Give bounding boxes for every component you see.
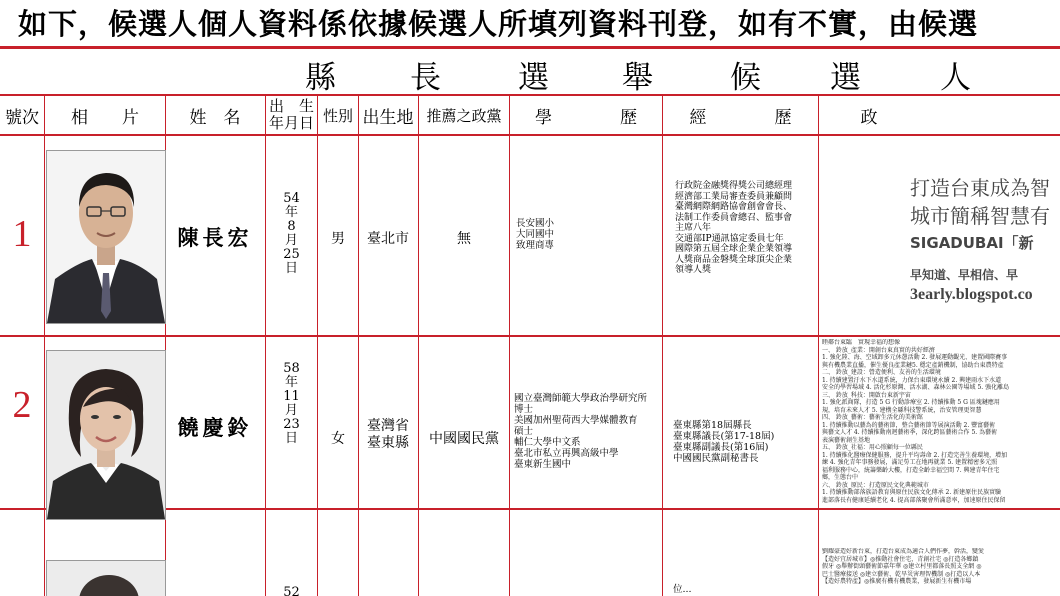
title-char: 選 [518,60,549,96]
dob-unit: 日 [284,431,298,446]
grid-line [418,96,419,596]
header-dob: 出 生 年月日 [268,97,314,132]
candidate-experience: 位... [673,584,692,595]
portrait-man-icon [47,151,165,323]
dob-year: 58 [283,361,300,376]
candidate-dob [266,192,317,276]
candidate-photo [46,150,166,324]
notice-text: 如下，候選人個人資料係依據候選人所填列資料刊登，如有不實，由候選 [18,7,979,41]
candidate-photo [46,560,166,596]
candidate-dob [266,362,317,446]
candidate-platform: 劉耀豪造好新台東，打造台東成為適合人們作夢，幹活，變愛 【造好宜居城市】◎推動社會住宅、青創社宅 ◎打造各鄉鎮 假牙 ◎舉辦街頭藝術節嘉年華 ◎建立村里都落長照支全網 ◎ 巴士醫療接送 ◎建立藝術、乾旱災害理智機制 ◎打造以人本 【造好農特產】◎推廣有機有機農業，發展新生有機市場 [822,548,985,585]
dob-unit: 月 [284,233,298,248]
header-birthplace: 出生地 [362,107,414,128]
notice-banner [0,0,1060,49]
candidate-experience: 臺東縣第18屆縣長 臺東縣議長(第17-18屆) 臺東縣副議長(第16屆) 中國國民黨副秘書長 [673,420,775,464]
dob-unit: 月 [284,403,298,418]
platform-line: 3early.blogspot.co [910,286,1033,303]
portrait-partial-icon [47,561,165,596]
header-experience: 經 歷 [689,107,792,128]
platform-line: SIGADUBAI「新 [910,234,1034,252]
header-party: 推薦之政黨 [426,106,502,125]
candidate-platform: 睦鄰台東臨 實現幸福的想像 一、 鈴放_產業：開創台東真實的共好經濟 1. 強化陸、海、空域卸多元休憩活動 2. 發展運動觀光、建置國際賽事 與有機農業直播，催生優良產業鏈5. 穩定產銷機制，協助台東農特產 二、 鈴放_建設：營造便利、友善的生活環境 1. 持續建置汙水下水道系統，力保台東環境永續 2. 興建雨水下水道 安全的學習場域 4. 活化杉原灣、活水湖、森林公園等場域 5. 強化離島 三、 鈴放_科技：開啟台東新宇宙 1. 強化派商隊，打造 5 G 行動診療室 2. 持續推動 5 G 區塊鏈應用 規，培育未來人才 5. 建構全縣科技警系統，治安管理更智慧 四、 鈴放_藝術：藝術生活化的美術館 1. 持續推動以藝為的藝術節，整合藝術節等展演活動 2. 豐富藝術 與藝文人才 4. 持續推動南迴藝術季，深化跨區藝術合作 5. 為藝術 表演藝術創生基地 五、 鈴放_社福：用心照顧每一位縣民 1. 持續推化醫療保健服務，提升平均壽命 2. 打造完善生養環境，增加 練 4. 強化青年事務發展，滿足勞工在地再就業 5. 建置精密多元照 福利服務中心，統籌樂齡大樓，打造全齡幸福空間 7. 興建青年住宅 鄉，生態台中 六、 鈴放_原民：打造原民文化典範城市 1. 持續推動部落族語教育與原住民族文化傳承 2. 新建原住民族實驗 進部落長有健康延續老化 4. 提高部落聚會所滿意率，加速原住民保留 [822,339,1010,504]
election-title [0,48,1060,96]
candidate-name: 饒慶鈴 [177,415,253,440]
grid-line [265,96,266,596]
dob-month: 11 [283,389,300,404]
platform-line: 打造台東成為智 [910,176,1050,200]
candidate-gender: 男 [331,231,345,247]
candidate-party: 無 [457,231,471,247]
title-char: 選 [830,60,861,96]
table-header [0,96,1060,136]
header-gender: 性別 [322,106,353,125]
grid-line [358,96,359,596]
title-char: 候 [730,60,761,96]
title-char: 長 [410,60,441,96]
portrait-woman-icon [47,351,165,519]
grid-line [662,96,663,596]
dob-unit: 日 [284,261,298,276]
title-char: 縣 [305,60,336,96]
candidate-photo [46,350,166,520]
dob-day: 25 [283,247,300,262]
grid-line [44,96,45,596]
dob-month: 8 [287,219,296,234]
candidate-education: 長安國小 大同國中 致理商專 [516,218,555,251]
candidate-name: 陳長宏 [177,225,253,250]
dob-unit: 年 [284,205,298,220]
title-char: 人 [940,60,971,96]
header-name: 姓 名 [189,107,241,128]
platform-line: 早知道、早相信、早 [910,268,1019,282]
candidate-birthplace: 臺灣省 臺東縣 [367,418,409,451]
candidate-number: 2 [12,384,32,426]
header-photo: 相 片 [71,107,139,128]
candidate-party: 中國國民黨 [429,431,499,447]
candidate-experience: 行政院金融獎得獎公司總經理 經濟部工業局審查委員兼顧問 臺灣網際網路協會創會會長、 法制工作委員會總召、監事會 主席八年 交通部IP通訊協定委員七年 國際第五屆全球企業企業領導 人獎商品金磐獎全球頂尖企業 領導人獎 [675,181,793,275]
dob-unit: 年 [284,375,298,390]
platform-line: 城市簡稱智慧有 [910,204,1050,228]
dob-day: 23 [283,417,300,432]
header-platform: 政 [860,107,878,128]
dob-year: 54 [283,191,300,206]
grid-line [818,96,819,596]
candidate-birthplace: 臺北市 [367,231,409,247]
candidate-education: 國立臺灣師範大學政治學研究所 博士 美國加州聖荷西大學媒體教育 碩士 輔仁大學中文系 臺北市私立再興高級中學 臺東新生國中 [514,393,648,470]
candidate-number: 1 [12,213,32,255]
header-num: 號次 [5,107,39,128]
candidate-dob: 52 [283,585,300,596]
grid-line [509,96,510,596]
candidate-gender: 女 [331,431,345,447]
row-divider [0,335,1060,337]
grid-line [317,96,318,596]
title-char: 舉 [622,60,653,96]
header-education: 學 歷 [535,107,637,128]
